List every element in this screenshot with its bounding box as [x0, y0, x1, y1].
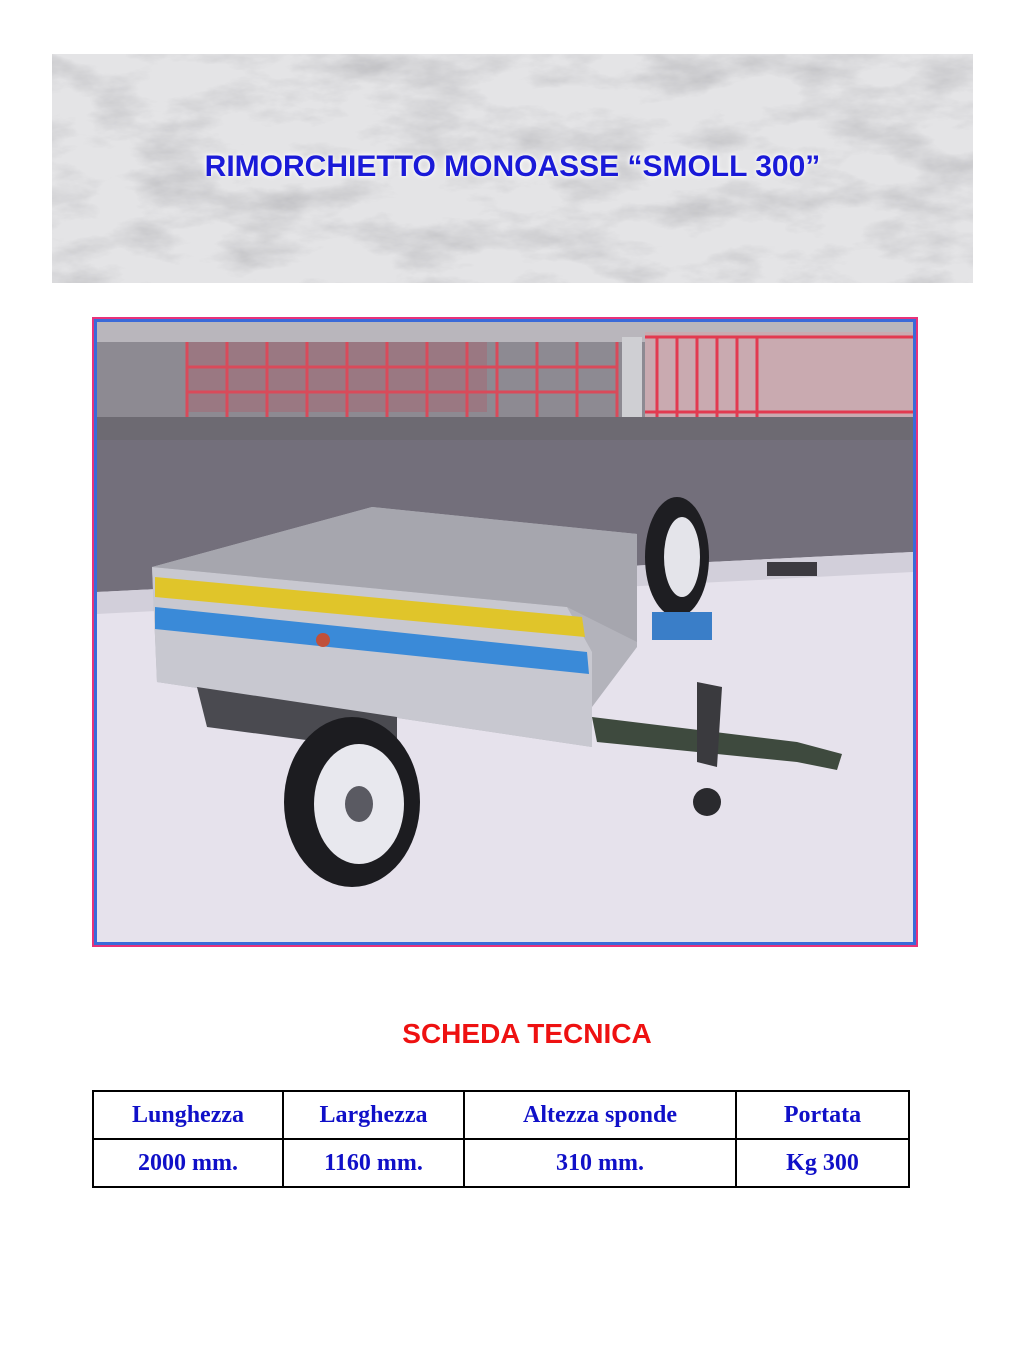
trailer-illustration: [97, 322, 913, 942]
specs-header-row: [93, 1091, 909, 1139]
value-cell-side-height: 310 mm.: [464, 1139, 736, 1187]
page-title: RIMORCHIETTO MONOASSE “SMOLL 300”: [204, 150, 821, 183]
value-cell-length: 2000 mm.: [93, 1139, 283, 1187]
value-cell-capacity: Kg 300: [736, 1139, 909, 1187]
title-banner: [52, 54, 973, 283]
header-cell-side-height: Altezza sponde: [464, 1091, 736, 1139]
specs-table: [92, 1090, 910, 1188]
value-cell-width: 1160 mm.: [283, 1139, 464, 1187]
header-cell-capacity: Portata: [736, 1091, 909, 1139]
header-cell-length: Lunghezza: [93, 1091, 283, 1139]
specs-value-row: [93, 1139, 909, 1187]
trailer-photo: [92, 317, 918, 947]
header-cell-width: Larghezza: [283, 1091, 464, 1139]
section-heading: SCHEDA TECNICA: [402, 1018, 652, 1049]
